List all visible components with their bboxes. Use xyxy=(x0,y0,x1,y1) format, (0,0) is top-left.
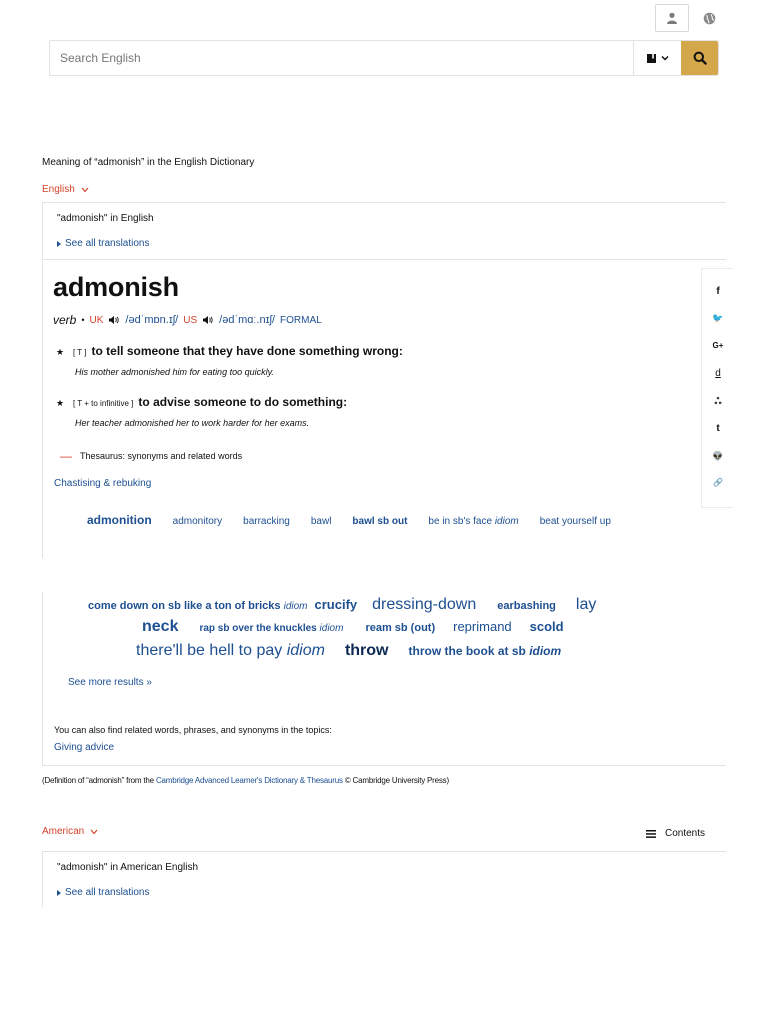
language-globe-button[interactable] xyxy=(699,8,719,28)
related-word[interactable]: barracking xyxy=(243,516,290,527)
speaker-icon[interactable] xyxy=(202,315,214,325)
caret-right-icon xyxy=(57,890,61,896)
contents-button[interactable] xyxy=(646,828,705,839)
uk-ipa: /ədˈmɒn.ɪʃ/ xyxy=(125,314,179,326)
related-word-text: be in sb's face xyxy=(428,516,493,527)
stumbleupon-icon[interactable]: ஃ xyxy=(714,396,722,406)
user-button[interactable] xyxy=(655,4,689,32)
thesaurus-topic-link[interactable]: Chastising & rebuking xyxy=(54,478,152,489)
minus-icon: — xyxy=(60,449,72,463)
definition-credit xyxy=(42,776,449,785)
us-ipa: /ədˈmɑː.nɪʃ/ xyxy=(219,314,276,326)
menu-icon xyxy=(646,830,656,838)
english-dictionary-selector[interactable] xyxy=(42,184,89,195)
credit-prefix: (Definition of “admonish” from the xyxy=(42,776,154,785)
page-title: Meaning of “admonish” in the English Dictionary xyxy=(42,157,255,168)
topics-note: You can also find related words, phrases, and synonyms in the topics: xyxy=(54,725,332,735)
thesaurus-toggle[interactable] xyxy=(60,449,242,463)
example: Her teacher admonished her to work harder for her exams. xyxy=(75,418,310,428)
idiom-label: idiom xyxy=(529,644,562,658)
translations-panel-american xyxy=(42,851,726,907)
headword: admonish xyxy=(53,272,179,302)
related-word-text: there'll be hell to pay xyxy=(136,642,283,659)
related-words-row xyxy=(136,642,561,660)
related-word-text: come down on sb like a ton of bricks xyxy=(88,600,281,612)
translations-panel-english xyxy=(42,202,726,260)
related-word[interactable]: neck xyxy=(142,618,179,635)
search-button[interactable] xyxy=(681,41,718,75)
search-input[interactable] xyxy=(50,41,633,75)
related-word[interactable]: bawl xyxy=(310,516,332,527)
chevron-down-icon xyxy=(90,829,98,835)
panel-heading: "admonish" in English xyxy=(57,213,154,224)
contents-label: Contents xyxy=(665,828,706,839)
related-word[interactable]: crucify xyxy=(314,597,358,612)
google-plus-icon[interactable]: G+ xyxy=(712,341,724,350)
book-icon xyxy=(646,53,657,64)
related-word[interactable]: dressing-down xyxy=(372,596,477,613)
globe-icon xyxy=(703,12,716,25)
speaker-icon[interactable] xyxy=(108,315,120,325)
related-word[interactable]: admonition xyxy=(87,513,152,527)
lang-label: English xyxy=(42,184,75,195)
topic-link[interactable]: Giving advice xyxy=(54,742,115,753)
american-dictionary-selector[interactable] xyxy=(42,826,98,837)
caret-right-icon xyxy=(57,241,61,247)
related-word[interactable]: reprimand xyxy=(453,619,512,634)
panel-heading: "admonish" in American English xyxy=(57,862,199,873)
sense-2 xyxy=(56,395,347,409)
related-word[interactable]: earbashing xyxy=(497,600,556,612)
related-word[interactable]: scold xyxy=(529,619,564,634)
grammar-code: [ T ] xyxy=(73,348,87,357)
related-word[interactable] xyxy=(428,516,518,527)
related-word[interactable] xyxy=(88,600,308,612)
related-word[interactable]: throw xyxy=(344,642,389,659)
related-word-text: throw the book at sb xyxy=(408,644,526,658)
idiom-label: idiom xyxy=(494,516,519,527)
see-all-translations-link[interactable] xyxy=(57,238,150,249)
grammar-code: [ T + to infinitive ] xyxy=(73,399,134,408)
see-more-results-link[interactable]: See more results » xyxy=(68,677,152,688)
related-word[interactable] xyxy=(136,642,325,660)
user-icon xyxy=(666,12,678,24)
register-label: FORMAL xyxy=(280,314,322,326)
pronunciation-line xyxy=(53,313,322,327)
related-word[interactable]: lay xyxy=(575,596,597,613)
related-word-text: rap sb over the knuckles xyxy=(199,623,317,634)
related-word[interactable]: admonitory xyxy=(172,516,223,527)
star-icon: ★ xyxy=(56,398,65,408)
facebook-icon[interactable]: f xyxy=(716,286,720,297)
dictionary-selector[interactable] xyxy=(633,41,681,75)
search-icon xyxy=(693,51,707,65)
related-words-row xyxy=(88,596,596,614)
example: His mother admonished him for eating too quickly. xyxy=(75,367,274,377)
idiom-label: idiom xyxy=(283,601,308,612)
tumblr-icon[interactable]: t xyxy=(716,423,720,434)
social-share-bar xyxy=(701,268,733,508)
idiom-label: idiom xyxy=(319,623,344,634)
related-word[interactable] xyxy=(409,644,562,658)
separator-dot: • xyxy=(81,315,85,325)
related-word[interactable]: beat yourself up xyxy=(539,516,611,527)
see-all-label: See all translations xyxy=(65,238,150,249)
related-word[interactable] xyxy=(199,623,343,634)
chevron-down-icon xyxy=(81,187,89,193)
part-of-speech: verb xyxy=(53,313,77,327)
definition: to advise someone to do something: xyxy=(138,395,348,409)
thesaurus-label: Thesaurus: synonyms and related words xyxy=(80,451,243,461)
credit-suffix: © Cambridge University Press) xyxy=(344,776,449,785)
related-words-row xyxy=(87,513,611,527)
lang-label: American xyxy=(42,826,85,837)
chevron-down-icon xyxy=(661,54,669,62)
source-link[interactable]: Cambridge Advanced Learner's Dictionary & Thesaurus xyxy=(155,776,343,785)
twitter-icon[interactable]: 🐦 xyxy=(712,313,724,323)
idiom-label: idiom xyxy=(286,642,325,659)
definition: to tell someone that they have done something wrong: xyxy=(91,344,403,358)
sense-1 xyxy=(56,344,403,358)
related-words-row xyxy=(142,618,564,636)
reddit-icon[interactable]: 👽 xyxy=(712,451,724,461)
search-bar xyxy=(49,40,719,76)
delicious-icon[interactable]: d xyxy=(715,368,721,379)
uk-label: UK xyxy=(89,314,104,326)
related-word[interactable]: bawl sb out xyxy=(352,516,408,527)
star-icon: ★ xyxy=(56,347,65,357)
see-all-translations-link[interactable] xyxy=(57,887,150,898)
link-icon[interactable]: 🔗 xyxy=(713,478,723,487)
related-word[interactable]: ream sb (out) xyxy=(365,622,436,634)
see-all-label: See all translations xyxy=(65,887,150,898)
us-label: US xyxy=(183,314,198,326)
